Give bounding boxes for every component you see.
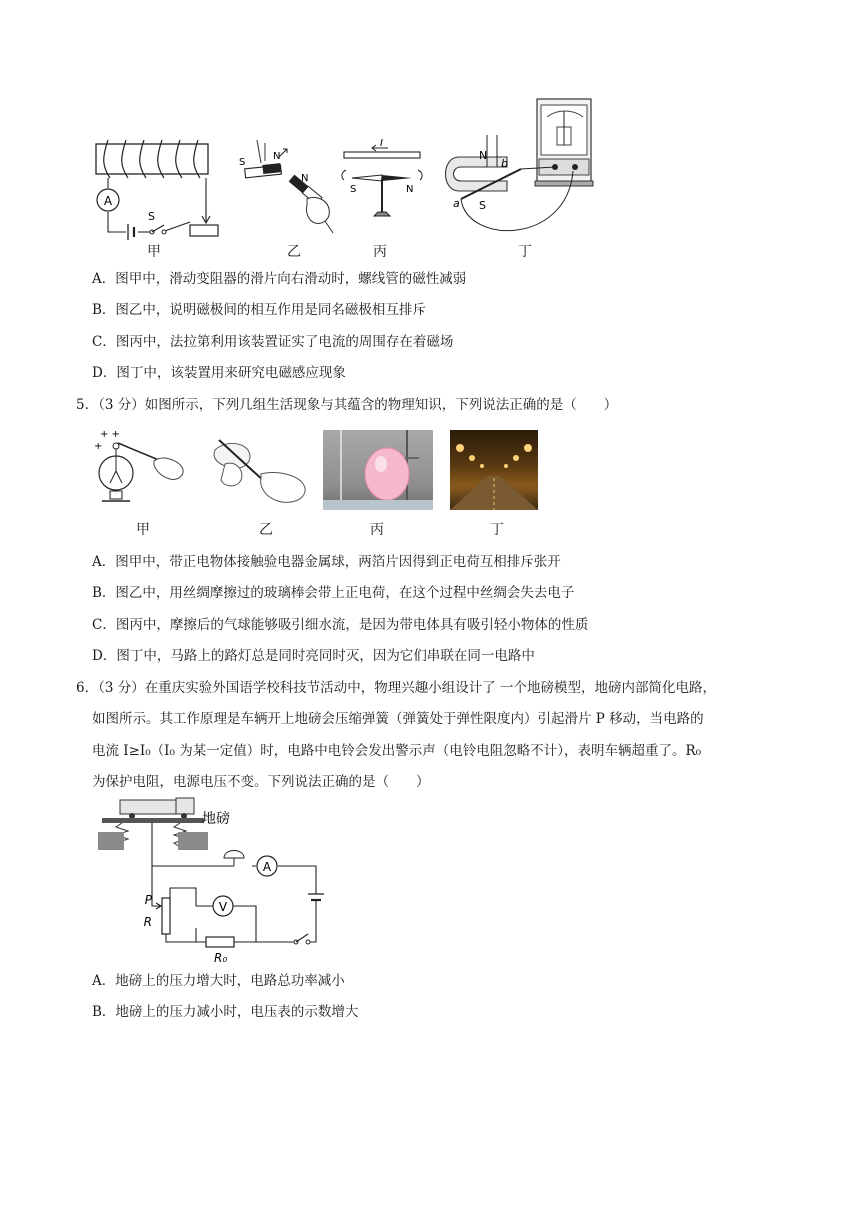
compass-needle	[352, 175, 382, 181]
q6-stem-line-2: 如图所示。其工作原理是车辆开上地磅会压缩弹簧（弹簧处于弹性限度内）引起滑片 P 移动，当电路的	[92, 711, 704, 727]
rheostat-r	[162, 898, 170, 934]
rheostat	[190, 225, 218, 236]
q4-caption-bing: 丙	[373, 244, 387, 260]
horseshoe-s-label: S	[479, 199, 486, 212]
solenoid-coil	[104, 140, 200, 178]
q4-option-a: A．图甲中，滑动变阻器的滑片向右滑动时，螺线管的磁性减弱	[92, 271, 467, 287]
q6-option-b: B．地磅上的压力减小时，电压表的示数增大	[92, 1004, 359, 1020]
scale-platform	[102, 818, 204, 823]
q6-stem-line-4: 为保护电阻，电源电压不变。下列说法正确的是（ ）	[92, 774, 430, 790]
ammeter-label: A	[262, 860, 272, 874]
balloon	[365, 448, 409, 500]
wire-bar	[344, 152, 420, 158]
q5-option-c: C．图丙中，摩擦后的气球能够吸引细水流，是因为带电体具有吸引轻小物体的性质	[92, 617, 589, 633]
q5-option-b: B．图乙中，用丝绸摩擦过的玻璃棒会带上正电荷，在这个过程中丝绸会失去电子	[92, 585, 575, 601]
scale-label: 地磅	[202, 811, 230, 827]
q4-caption-jia: 甲	[147, 244, 161, 260]
rheostat-slider-arrow	[202, 202, 210, 223]
solenoid-core	[96, 144, 208, 174]
q4-figure-yi	[235, 135, 335, 235]
magnet-s-label: S	[239, 157, 246, 168]
battery-symbol	[128, 224, 134, 240]
current-label: I	[380, 138, 383, 149]
hand-icon	[154, 458, 183, 479]
q4-caption-ding: 丁	[518, 244, 532, 260]
q5-photo-streetlights	[450, 430, 538, 510]
truck-icon	[120, 798, 194, 819]
q5-option-a: A．图甲中，带正电物体接触验电器金属球，两箔片因得到正电荷互相排斥张开	[92, 554, 561, 570]
q5-stem: 5．（3 分）如图所示，下列几组生活现象与其蕴含的物理知识，下列说法正确的是（ ）	[76, 397, 618, 413]
q5-caption-yi: 乙	[259, 522, 273, 538]
r0-resistor	[206, 937, 234, 947]
q5-figure-yi	[205, 430, 315, 510]
switch-label: S	[148, 210, 155, 223]
q4-figure-jia	[88, 132, 228, 250]
voltmeter-label: V	[218, 900, 228, 914]
rheostat-r-label: R	[143, 915, 152, 929]
bell-icon	[224, 851, 244, 859]
q6-stem-line-1: 6．（3 分）在重庆实验外国语学校科技节活动中，物理兴趣小组设计了 一个地磅模型，地磅内部简化电路，	[76, 680, 717, 696]
q5-photo-balloon	[323, 430, 433, 510]
q6-weighbridge-circuit	[96, 796, 336, 966]
q4-figure-ding	[437, 95, 597, 245]
r0-label: R₀	[214, 951, 228, 965]
needle-s-label: S	[350, 184, 357, 195]
q6-option-a: A．地磅上的压力增大时，电路总功率减小	[92, 973, 345, 989]
svg-text:+: +	[94, 441, 103, 452]
q4-option-b: B．图乙中，说明磁极间的相互作用是同名磁极相互排斥	[92, 302, 426, 318]
needle-n-label: N	[406, 184, 414, 195]
slider-p-arrow	[152, 884, 161, 909]
q5-caption-bing: 丙	[370, 522, 384, 538]
hand-icon	[306, 197, 333, 233]
q5-caption-ding: 丁	[490, 522, 504, 538]
horseshoe-n-label: N	[479, 149, 488, 162]
rod-b-label: b	[501, 157, 508, 170]
battery-symbol	[308, 894, 324, 900]
q5-option-d: D．图丁中，马路上的路灯总是同时亮同时灭，因为它们串联在同一电路中	[92, 648, 535, 664]
q5-caption-jia: 甲	[136, 522, 150, 538]
magnet-hand-n-label: N	[301, 173, 309, 184]
q4-option-d: D．图丁中，该装置用来研究电磁感应现象	[92, 365, 346, 381]
ammeter-label: A	[103, 194, 113, 208]
q5-figure-jia	[92, 425, 192, 515]
right-hand-icon	[261, 473, 306, 503]
slider-p-label: P	[144, 893, 152, 907]
svg-text:+ +: + +	[100, 429, 120, 440]
springs	[116, 823, 186, 847]
horseshoe-magnet	[446, 157, 508, 191]
q4-caption-yi: 乙	[287, 244, 301, 260]
rod-a-label: a	[453, 197, 460, 210]
q6-stem-line-3: 电流 I≥I₀（I₀ 为某一定值）时，电路中电铃会发出警示声（电铃电阻忽略不计），表明车辆超重了。R₀	[92, 743, 702, 759]
magnet-n-label: N	[273, 151, 281, 162]
q4-option-c: C．图丙中，法拉第利用该装置证实了电流的周围存在着磁场	[92, 334, 454, 350]
q4-figure-bing	[338, 138, 433, 228]
